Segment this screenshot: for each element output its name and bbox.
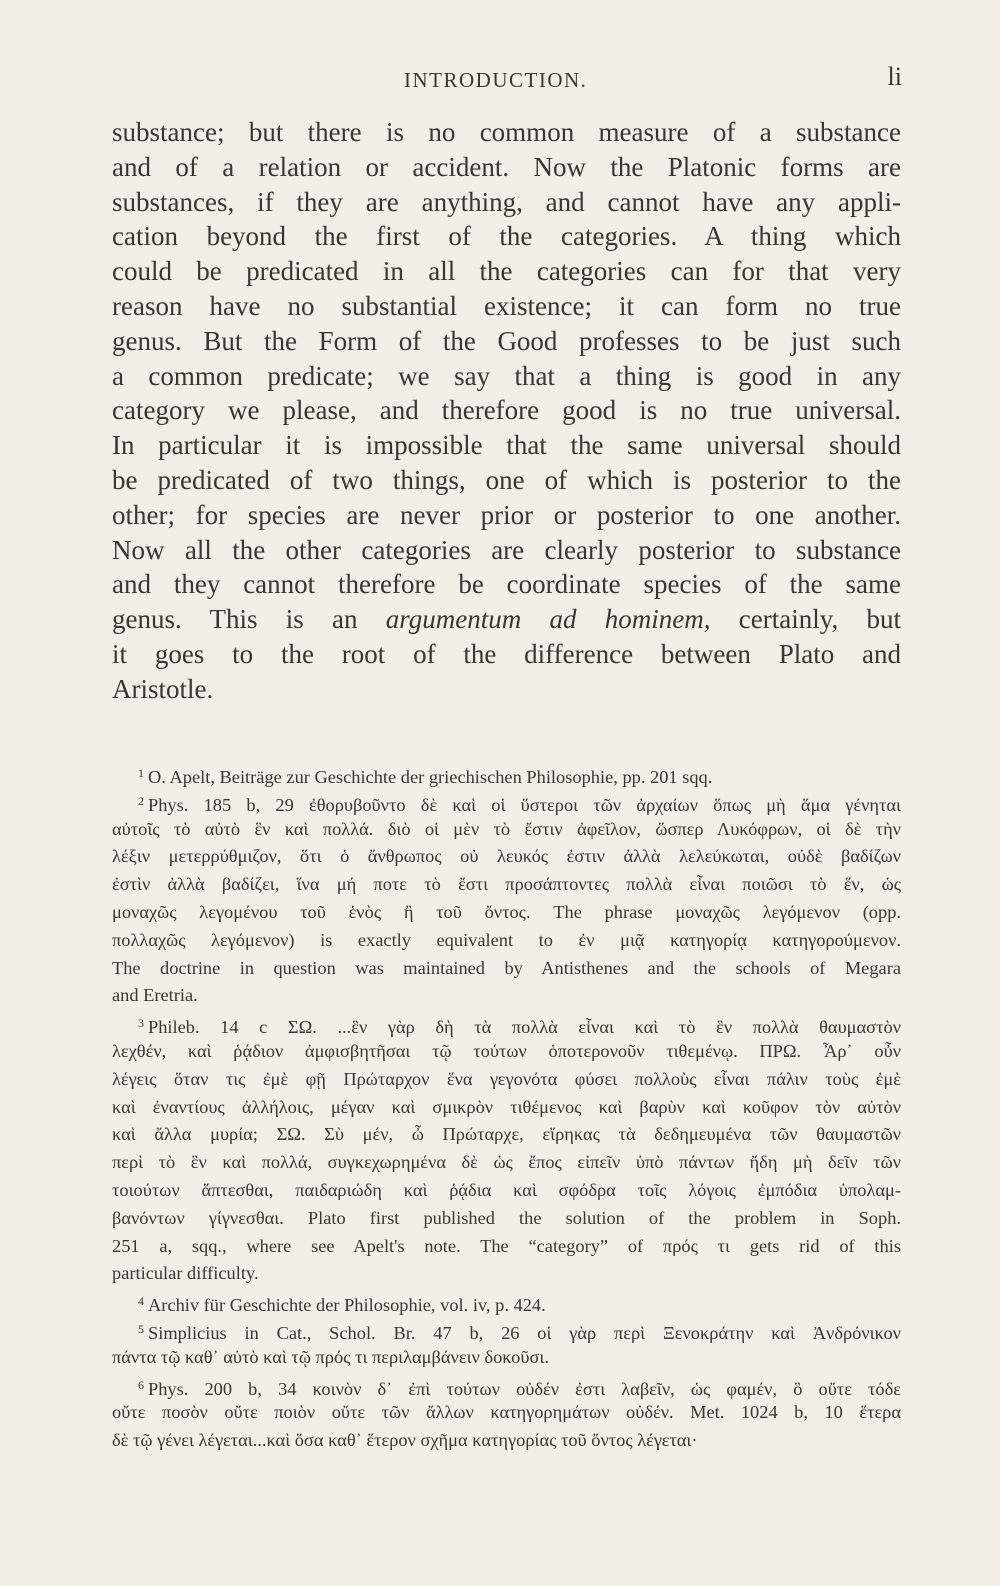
footnote-4: [112, 1288, 901, 1316]
footnote-6: [112, 1372, 901, 1400]
footnote-line: [112, 1260, 901, 1288]
footnote-2: [112, 788, 901, 816]
footnote-line: [112, 843, 901, 871]
footnote-number: 2: [138, 793, 144, 808]
footnote-text: Simplicius in Cat., Schol. Br. 47 b, 26 οἱ γὰρ περὶ Ξενοκράτην καὶ Ἀνδρόνικον: [148, 1322, 901, 1343]
footnote-text: Phileb. 14 c ΣΩ. ...ἓν γὰρ δὴ τὰ πολλὰ εἶναι καὶ τὸ ἓν πολλὰ θαυμαστὸν: [148, 1017, 901, 1038]
footnote-number: 3: [138, 1016, 144, 1031]
footnote-3: [112, 1010, 901, 1038]
footnotes: [112, 760, 901, 1455]
text-span: genus. This is an: [112, 604, 386, 635]
footnote-line: [112, 1427, 901, 1455]
footnote-text: λέξιν μετερρύθμιζον, ὅτι ὁ ἄνθρωπος οὐ λευκός ἐστιν ἀλλὰ λελεύκωται, οὐδὲ βαδίζων: [112, 846, 901, 867]
text-line: reason have no substantial existence; it can form no true: [112, 290, 901, 321]
footnote-text: πάντα τῷ καθ᾽ αὑτὸ καὶ τῷ πρός τι περιλαμβάνειν δοκοῦσι.: [112, 1346, 549, 1367]
text-line: could be predicated in all the categories can for that very: [112, 256, 901, 287]
footnote-text: πολλαχῶς λεγόμενον) is exactly equivalent to ἐν μιᾷ κατηγορίᾳ κατηγορούμενον.: [112, 929, 901, 950]
footnote-line: [112, 1121, 901, 1149]
text-line: genus. But the Form of the Good professes to be just such: [112, 325, 901, 356]
footnote-text: particular difficulty.: [112, 1263, 259, 1284]
text-line: [112, 602, 901, 637]
footnote-text: Phys. 185 b, 29 ἐθορυβοῦντο δὲ καὶ οἱ ὕστεροι τῶν ἀρχαίων ὅπως μὴ ἅμα γένηται: [148, 794, 901, 815]
footnote-line: [112, 955, 901, 983]
text-line: category we please, and therefore good is no true universal.: [112, 395, 901, 426]
text-line: and of a relation or accident. Now the Platonic forms are: [112, 151, 901, 182]
footnote-text: λεχθέν, καὶ ῥᾴδιον ἀμφισβητῆσαι τῷ τούτων ὁποτερονοῦν τιθεμένῳ. ΠΡΩ. Ἆρ᾽ οὖν: [112, 1040, 901, 1061]
footnote-text: τοιούτων ἅπτεσθαι, παιδαριώδη καὶ ῥᾴδια καὶ σφόδρα τοῖς λόγοις ἐμπόδια ὑπολαμ-: [112, 1179, 901, 1200]
text-line: and they cannot therefore be coordinate species of the same: [112, 569, 901, 600]
footnote-line: [112, 1177, 901, 1205]
text-line: cation beyond the first of the categories. A thing which: [112, 221, 901, 252]
footnote-line: [112, 1038, 901, 1066]
footnote-text: 251 a, sqq., where see Apelt's note. The “category” of πρός τι gets rid of this: [112, 1235, 901, 1256]
footnote-number: 5: [138, 1321, 144, 1336]
footnote-line: [112, 1399, 901, 1427]
footnote-text: ἐστὶν ἀλλὰ βαδίζει, ἵνα μή ποτε τὸ ἔστι προσάπτοντες πολλὰ εἶναι ποιῶσι τὸ ἕν, ὡς: [112, 874, 901, 895]
page-number: li: [887, 62, 902, 91]
footnote-text: μοναχῶς λεγομένου τοῦ ἑνὸς ἢ τοῦ ὄντος. The phrase μοναχῶς λεγόμενον (opp.: [112, 901, 901, 922]
footnote-text: Phys. 200 b, 34 κοινὸν δ᾽ ἐπὶ τούτων οὐδέν ἐστι λαβεῖν, ὡς φαμέν, ὃ οὔτε τόδε: [148, 1378, 901, 1399]
footnote-text: λέγεις ὅταν τις ἐμὲ φῇ Πρώταρχον ἕνα γεγονότα φύσει πολλοὺς εἶναι πάλιν τοὺς ἐμὲ: [112, 1068, 901, 1089]
text-span: certainly, but: [710, 604, 901, 635]
text-line: be predicated of two things, one of which is posterior to the: [112, 464, 901, 495]
footnote-text: αὐτοῖς τὸ αὐτὸ ἓν καὶ πολλά. διὸ οἱ μὲν τὸ ἔστιν ἀφεῖλον, ὥσπερ Λυκόφρων, οἱ δὲ τὴν: [112, 818, 901, 839]
text-line: it goes to the root of the difference between Plato and: [112, 638, 901, 669]
footnote-number: 4: [138, 1294, 144, 1309]
footnote-line: [112, 871, 901, 899]
main-text: [112, 115, 901, 707]
footnote-text: The doctrine in question was maintained by Antisthenes and the schools of Megara: [112, 957, 901, 978]
footnote-text: O. Apelt, Beiträge zur Geschichte der griechischen Philosophie, pp. 201 sqq.: [148, 767, 713, 787]
text-line: In particular it is impossible that the same universal should: [112, 430, 901, 461]
footnote-line: [112, 982, 901, 1010]
footnote-text: καὶ ἐναντίους ἀλλήλοις, μέγαν καὶ σμικρὸν τιθέμενος καὶ βαρὺν καὶ κοῦφον τὸν αὐτὸν: [112, 1096, 901, 1117]
footnote-text: οὔτε ποσὸν οὔτε ποιὸν οὔτε τῶν ἄλλων κατηγορημάτων οὐδέν. Met. 1024 b, 10 ἕτερα: [112, 1402, 901, 1423]
footnote-text: περὶ τὸ ἓν καὶ πολλά, συγκεχωρημένα δὲ ὡς ἔπος εἰπεῖν ὑπὸ πάντων ἤδη μὴ δεῖν τῶν: [112, 1152, 901, 1173]
footnote-text: καὶ ἄλλα μυρία; ΣΩ. Σὺ μέν, ὦ Πρώταρχε, εἴρηκας τὰ δεδημευμένα τῶν θαυμαστῶν: [112, 1124, 901, 1145]
footnote-line: [112, 1066, 901, 1094]
footnote-line: [112, 1233, 901, 1261]
footnote-5: [112, 1316, 901, 1344]
footnote-line: [112, 1205, 901, 1233]
latin-phrase: argumentum ad hominem,: [385, 604, 711, 635]
footnote-text: and Eretria.: [112, 985, 198, 1006]
running-header: [0, 62, 1000, 98]
text-line: other; for species are never prior or posterior to one another.: [112, 499, 901, 530]
running-title: INTRODUCTION.: [404, 68, 588, 92]
footnote-line: [112, 1344, 901, 1372]
text-line: Aristotle.: [112, 673, 214, 704]
text-line: substances, if they are anything, and cannot have any appli-: [112, 186, 901, 217]
footnote-line: [112, 899, 901, 927]
footnote-1: [112, 760, 901, 788]
text-line: substance; but there is no common measure of a substance: [112, 117, 901, 147]
footnote-text: Archiv für Geschichte der Philosophie, vol. iv, p. 424.: [148, 1295, 546, 1316]
footnote-line: [112, 927, 901, 955]
footnote-line: [112, 816, 901, 844]
footnote-line: [112, 1094, 901, 1122]
footnote-text: βανόντων γίγνεσθαι. Plato first published the solution of the problem in Soph.: [112, 1207, 901, 1228]
text-line: a common predicate; we say that a thing is good in any: [112, 360, 901, 391]
footnote-text: δὲ τῷ γένει λέγεται...καὶ ὅσα καθ᾽ ἕτερον σχῆμα κατηγορίας τοῦ ὄντος λέγεται·: [112, 1430, 698, 1451]
footnote-number: 1: [138, 766, 144, 780]
footnote-number: 6: [138, 1377, 144, 1392]
text-line: Now all the other categories are clearly posterior to substance: [112, 534, 901, 565]
footnote-line: [112, 1149, 901, 1177]
